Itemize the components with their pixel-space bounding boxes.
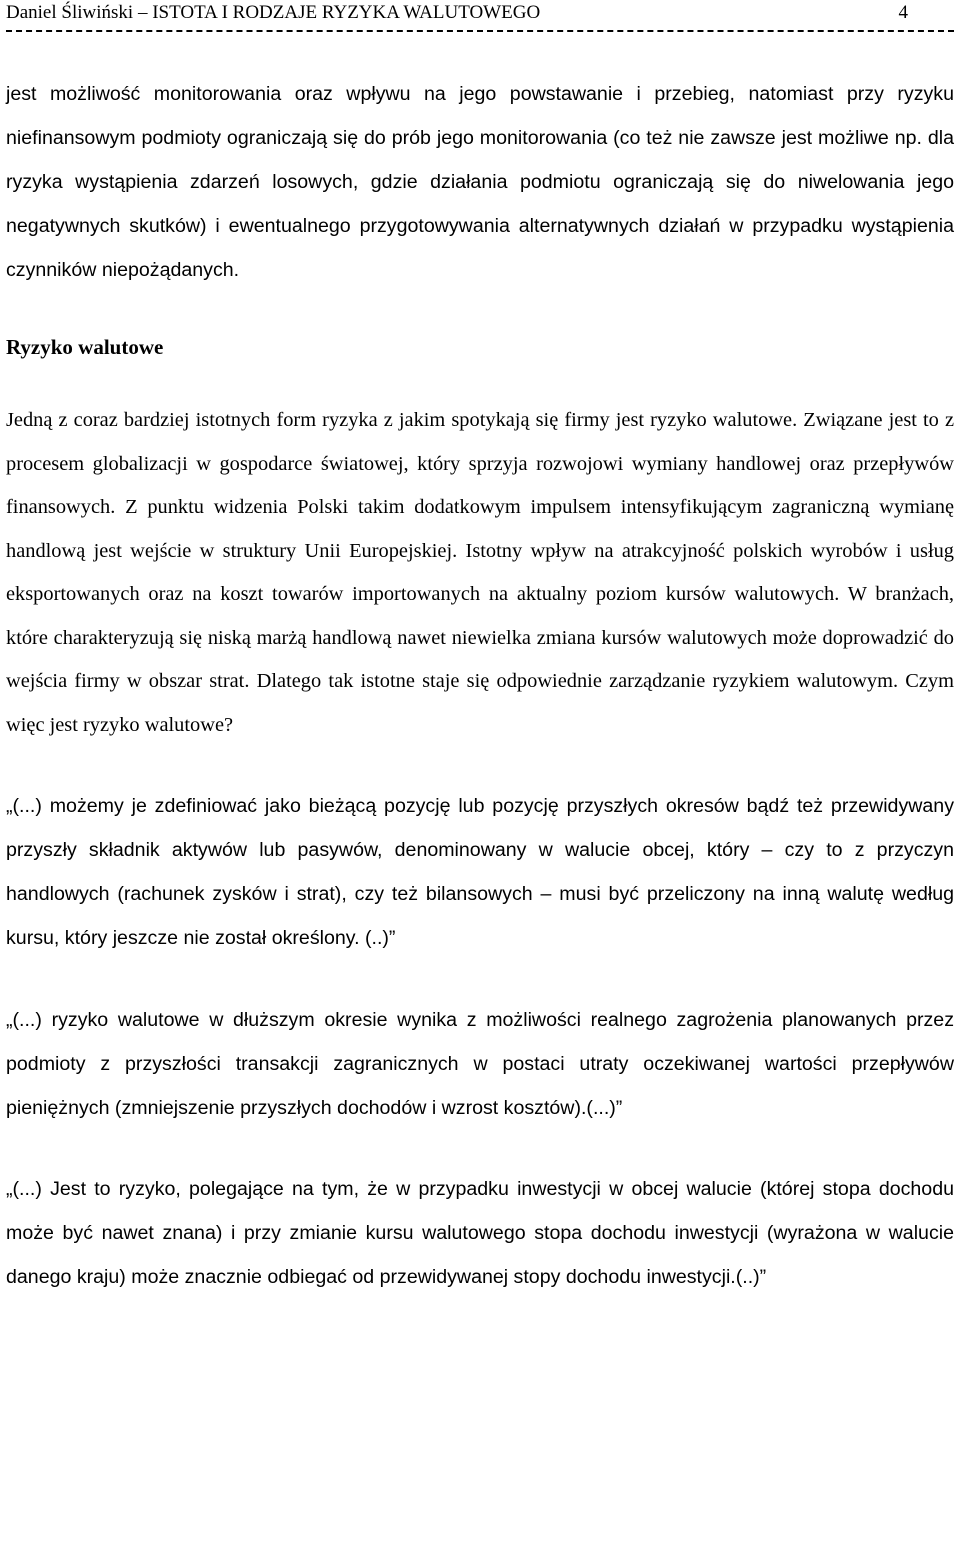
quote-paragraph-2: „(...) ryzyko walutowe w dłuższym okresie wynika z możliwości realnego zagrożenia planowanych przez podmioty z przyszłości transakcji zagranicznych w postaci utraty oczekiwanej wartości przepływów pieniężnych (zmniejszenie przyszłych dochodów i wzrost kosztów).(...)”	[6, 1009, 954, 1119]
intro-paragraph: jest możliwość monitorowania oraz wpływu na jego powstawanie i przebieg, natomiast przy ryzyku niefinansowym podmioty ograniczają się do prób jego monitorowania (co też nie zawsze jest możliwe np. dla ryzyka wystąpienia zdarzeń losowych, gdzie działania podmiotu ograniczają się do niwelowania jego negatywnych skutków) i ewentualnego przygotowywania alternatywnych działań w przypadku wystąpienia czynników niepożądanych.	[6, 83, 954, 281]
page-header	[6, 2, 954, 32]
page-content	[6, 72, 954, 1299]
section-heading: Ryzyko walutowe	[6, 335, 164, 359]
page-number: 4	[898, 2, 908, 23]
header-title: Daniel Śliwiński – ISTOTA I RODZAJE RYZYKA WALUTOWEGO	[6, 2, 541, 23]
quote-paragraph-1: „(...) możemy je zdefiniować jako bieżącą pozycję lub pozycję przyszłych okresów bądź też przewidywany przyszły składnik aktywów lub pasywów, denominowany w walucie obcej, który – czy to z przyczyn handlowych (rachunek zysków i strat), czy też bilansowych – musi być przeliczony na inną walutę według kursu, który jeszcze nie został określony. (..)”	[6, 795, 954, 949]
body-paragraph: Jedną z coraz bardziej istotnych form ryzyka z jakim spotykają się firmy jest ryzyko walutowe. Związane jest to z procesem globalizacji w gospodarce światowej, który sprzyja rozwojowi wymiany handlowej oraz przepływów finansowych. Z punktu widzenia Polski takim dodatkowym impulsem intensyfikującym zagraniczną wymianę handlową jest wejście w struktury Unii Europejskiej. Istotny wpływ na atrakcyjność polskich wyrobów i usług eksportowanych oraz na koszt towarów importowanych na aktualny poziom kursów walutowych. W branżach, które charakteryzują się niską marżą handlową nawet niewielka zmiana kursów walutowych może doprowadzić do wejścia firmy w obszar strat. Dlatego tak istotne staje się odpowiednie zarządzanie ryzykiem walutowym. Czym więc jest ryzyko walutowe?	[6, 409, 954, 736]
quote-paragraph-3: „(...) Jest to ryzyko, polegające na tym, że w przypadku inwestycji w obcej walucie (której stopa dochodu może być nawet znana) i przy zmianie kursu walutowego stopa dochodu inwestycji (wyrażona w walucie danego kraju) może znacznie odbiegać od przewidywanej stopy dochodu inwestycji.(..)”	[6, 1178, 954, 1288]
header-divider	[6, 30, 954, 32]
